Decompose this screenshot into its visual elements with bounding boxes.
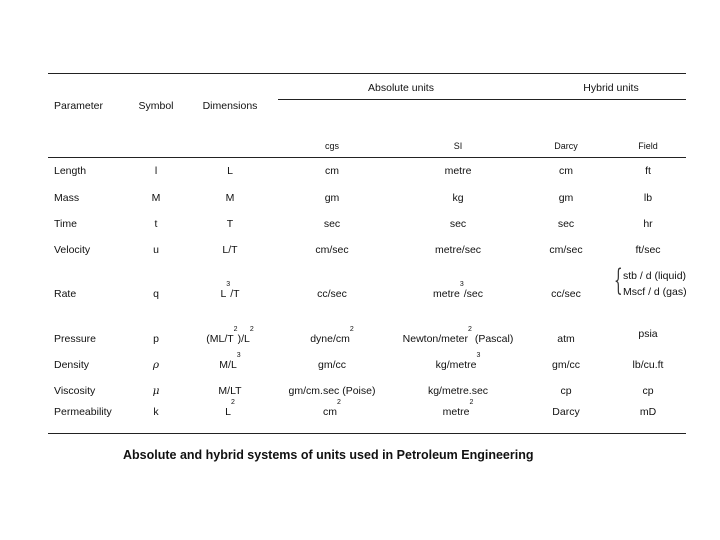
parameter-header: Parameter [54, 100, 104, 112]
field-subheader: Field [638, 141, 658, 151]
cgs-subheader: cgs [324, 141, 340, 151]
row-mass-darcy: gm [558, 192, 574, 204]
row-mass-si: kg [452, 192, 464, 204]
row-time-cgs: sec [323, 218, 341, 230]
row-density-darcy: gm/cc [551, 359, 581, 371]
row-viscosity-field: cp [642, 385, 654, 397]
row-viscosity-symbol: μ [152, 385, 160, 397]
row-rate-symbol: q [153, 288, 159, 300]
row-time-darcy: sec [557, 218, 575, 230]
row-rate-cgs: cc/sec [317, 288, 347, 300]
row-permeability-si: metre$^2$ [442, 399, 474, 418]
row-rate-parameter: Rate [54, 288, 77, 300]
si-subheader: SI [453, 141, 463, 151]
row-permeability-field: mD [639, 406, 657, 418]
row-permeability-darcy: Darcy [552, 406, 580, 418]
row-density-cgs: gm/cc [317, 359, 347, 371]
row-density-field: lb/cu.ft [632, 359, 664, 371]
row-permeability-symbol: k [153, 406, 159, 418]
row-viscosity-dim: M/LT [218, 385, 242, 397]
row-mass-symbol: M [151, 192, 161, 204]
dimensions-header: Dimensions [202, 100, 258, 112]
row-pressure-si: Newton/meter$^2$ (Pascal) [402, 326, 514, 345]
row-velocity-cgs: cm/sec [315, 244, 349, 256]
row-rate-field-liquid: stb / d (liquid) [623, 270, 687, 282]
header-bottom-rule [48, 157, 686, 158]
row-rate-field-gas: Mscf / d (gas) [623, 286, 687, 298]
table-bottom-rule [48, 433, 686, 434]
row-viscosity-darcy: cp [560, 385, 572, 397]
row-length-parameter: Length [54, 165, 87, 177]
row-length-field: ft [645, 165, 651, 177]
darcy-subheader: Darcy [554, 141, 578, 151]
row-velocity-dim: L/T [222, 244, 238, 256]
hybrid-units-header: Hybrid units [583, 82, 639, 94]
row-time-si: sec [449, 218, 467, 230]
rate-field-brace: { [614, 263, 623, 298]
row-density-parameter: Density [54, 359, 90, 371]
row-pressure-parameter: Pressure [54, 333, 97, 345]
row-viscosity-si: kg/metre.sec [427, 385, 489, 397]
row-mass-dim: M [225, 192, 235, 204]
row-viscosity-cgs: gm/cm.sec (Poise) [288, 385, 376, 397]
group-header-rule [278, 99, 686, 100]
row-rate-field [623, 268, 687, 300]
row-permeability-cgs: $cm^2$ [323, 399, 341, 418]
row-length-dim: L [227, 165, 233, 177]
absolute-units-header: Absolute units [368, 82, 434, 94]
row-rate-darcy: cc/sec [551, 288, 581, 300]
row-rate-si: metre$^3$/sec [432, 281, 484, 300]
row-density-si: kg/metre$^3$ [435, 352, 481, 371]
row-pressure-field: psia [638, 328, 658, 340]
row-viscosity-parameter: Viscosity [54, 385, 96, 397]
row-velocity-darcy: cm/sec [549, 244, 583, 256]
row-mass-cgs: gm [324, 192, 340, 204]
row-length-si: metre [444, 165, 472, 177]
row-time-parameter: Time [54, 218, 77, 230]
row-mass-field: lb [643, 192, 653, 204]
row-velocity-si: metre/sec [434, 244, 482, 256]
row-time-dim: T [226, 218, 234, 230]
row-permeability-parameter: Permeability [54, 406, 112, 418]
row-velocity-parameter: Velocity [54, 244, 91, 256]
row-time-field: hr [643, 218, 653, 230]
row-permeability-dim: $L^2$ [225, 399, 235, 418]
row-velocity-field: ft/sec [635, 244, 661, 256]
row-pressure-cgs: dyne/$cm^2$ [310, 326, 354, 345]
row-length-cgs: cm [325, 165, 339, 177]
row-velocity-symbol: u [153, 244, 159, 256]
row-length-symbol: l [154, 165, 158, 177]
row-length-darcy: cm [559, 165, 573, 177]
row-mass-parameter: Mass [54, 192, 80, 204]
row-rate-dim: $L^3/T$ [220, 281, 240, 300]
row-density-dim: $M/L^3$ [219, 352, 241, 371]
table-top-rule [48, 73, 686, 74]
table-caption: Absolute and hybrid systems of units used in Petroleum Engineering [123, 448, 534, 462]
row-pressure-darcy: atm [557, 333, 575, 345]
symbol-header: Symbol [138, 100, 174, 112]
row-pressure-symbol: p [153, 333, 159, 345]
row-time-symbol: t [154, 218, 158, 230]
row-pressure-dim: $(ML/T^2)/L^2$ [206, 326, 254, 345]
row-density-symbol: ρ [152, 359, 160, 371]
